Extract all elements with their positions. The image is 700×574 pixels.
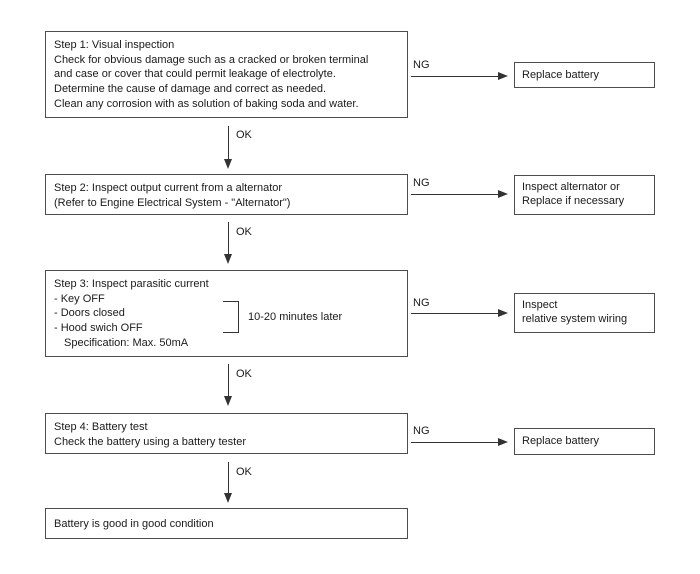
text-line: Clean any corrosion with as solution of baking soda and water. — [54, 97, 359, 110]
text-line: Determine the cause of damage and correct as needed. — [54, 83, 327, 96]
step2-ok-arrow-head — [224, 254, 232, 264]
text-line: (Refer to Engine Electrical System - "Alternator") — [54, 196, 291, 209]
step4-ng-result-box — [514, 428, 655, 455]
step1-ok-arrow-shaft — [228, 126, 229, 160]
step2-ng-label: NG — [413, 177, 430, 189]
step4-ng-label: NG — [413, 425, 430, 437]
text-line: Check the battery using a battery tester — [54, 435, 246, 448]
step2-ng-arrow-shaft — [411, 194, 498, 195]
step4-ng-arrow-head — [498, 438, 508, 446]
step1-ng-arrow-head — [498, 72, 508, 80]
step1-ok-label: OK — [236, 129, 252, 141]
step3-bracket-note: 10-20 minutes later — [248, 311, 343, 323]
step4-ok-arrow-head — [224, 493, 232, 503]
step4-box — [45, 413, 408, 454]
text-line: Step 3: Inspect parasitic current — [54, 278, 209, 290]
step4-ok-label: OK — [236, 466, 252, 478]
final-result-box — [45, 508, 408, 539]
step2-box — [45, 174, 408, 215]
step3-ok-arrow-head — [224, 396, 232, 406]
text-line: Specification: Max. 50mA — [64, 336, 189, 349]
text-line: Inspect alternator or — [522, 181, 620, 193]
step3-bracket-top-tick — [223, 301, 239, 302]
text-line: Replace battery — [522, 435, 600, 447]
step3-ng-result-box — [514, 293, 655, 333]
step4-ok-arrow-shaft — [228, 462, 229, 494]
step3-box — [45, 270, 408, 357]
text-line: relative system wiring — [522, 313, 628, 325]
text-line: Check for obvious damage such as a cracked or broken terminal — [54, 53, 369, 66]
text-line: - Doors closed — [54, 307, 125, 320]
text-line: Replace battery — [522, 69, 600, 81]
step2-ok-arrow-shaft — [228, 222, 229, 255]
step2-ng-result-box — [514, 175, 655, 215]
text-line: - Hood swich OFF — [54, 322, 143, 335]
text-line: Step 1: Visual inspection — [54, 39, 175, 51]
text-line: Battery is good in good condition — [54, 518, 214, 530]
text-line: Inspect — [522, 299, 558, 311]
text-line: Replace if necessary — [522, 195, 625, 207]
step2-ng-arrow-head — [498, 190, 508, 198]
step3-ok-label: OK — [236, 368, 252, 380]
text-line: and case or cover that could permit leakage of electrolyte. — [54, 68, 336, 81]
step1-ng-arrow-shaft — [411, 76, 498, 77]
step3-bracket-vertical — [238, 301, 239, 333]
step3-bracket-bottom-tick — [223, 332, 239, 333]
step1-ng-result-box — [514, 62, 655, 88]
step3-ng-arrow-shaft — [411, 313, 498, 314]
text-line: Step 2: Inspect output current from a alternator — [54, 182, 283, 194]
step1-box — [45, 31, 408, 118]
step1-ng-label: NG — [413, 59, 430, 71]
step3-ng-label: NG — [413, 297, 430, 309]
text-line: - Key OFF — [54, 292, 105, 305]
text-line: Step 4: Battery test — [54, 421, 148, 433]
step1-ok-arrow-head — [224, 159, 232, 169]
step2-ok-label: OK — [236, 226, 252, 238]
step3-ok-arrow-shaft — [228, 364, 229, 397]
step3-ng-arrow-head — [498, 309, 508, 317]
step4-ng-arrow-shaft — [411, 442, 498, 443]
